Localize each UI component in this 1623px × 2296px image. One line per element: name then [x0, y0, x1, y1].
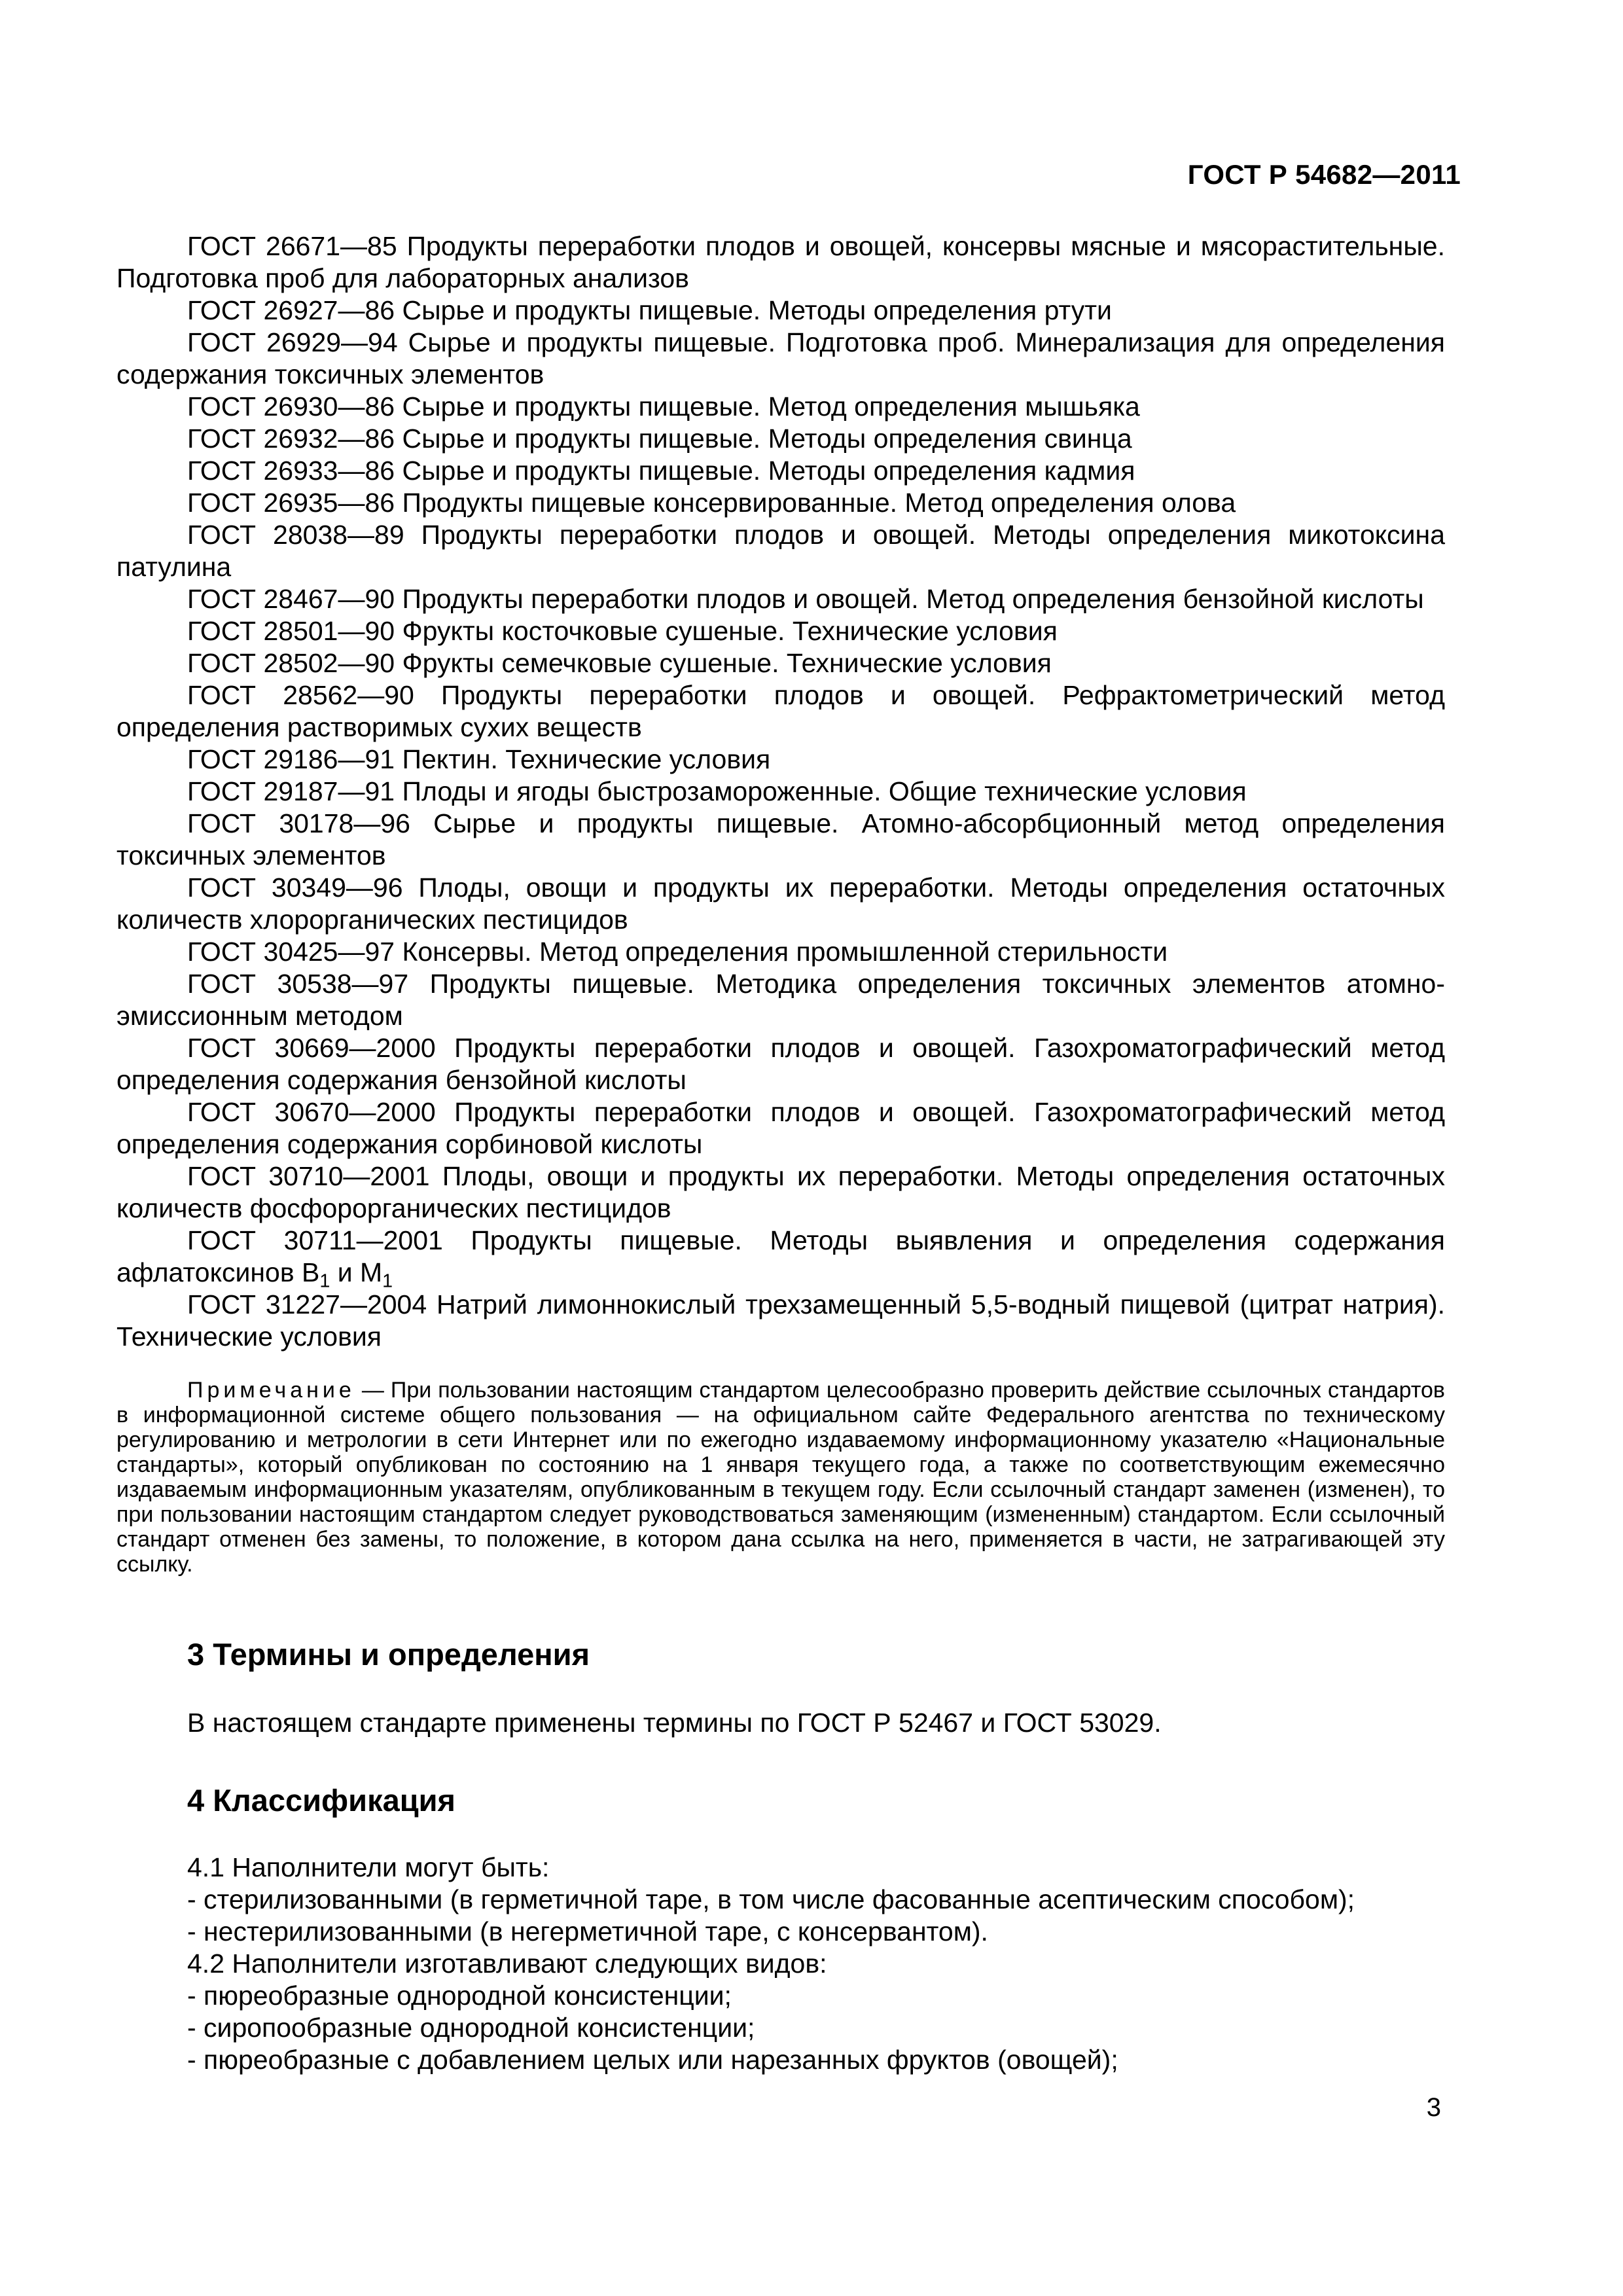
reference-item: ГОСТ 30349—96 Плоды, овощи и продукты их переработки. Методы определения остаточных количеств хлорорганических пестицидов [116, 872, 1445, 935]
reference-item: ГОСТ 30425—97 Консервы. Метод определения промышленной стерильности [187, 937, 1168, 967]
classification-line: 4.2 Наполнители изготавливают следующих видов: [187, 1948, 827, 1979]
reference-item: ГОСТ 29187—91 Плоды и ягоды быстрозамороженные. Общие технические условия [187, 776, 1247, 806]
note-text: — При пользовании настоящим стандартом целесообразно проверить действие ссылочных стандартов в информационной системе общего пользования — на официальном сайте Федерального агентства по техническому регулированию и метрологии в сети Интернет или по ежегодно издаваемому информационному указателю «Национальные стандарты», который опубликован по состоянию на 1 января текущего года, а также по соответствующим ежемесячно издаваемым информационным указателям, опубликованным в текущем году. Если ссылочный стандарт заменен (изменен), то при пользовании настоящим стандартом следует руководствоваться заменяющим (измененным) стандартом. Если ссылочный стандарт отменен без замены, то положение, в котором дана ссылка на него, применяется в части, не затрагивающей эту ссылку. [116, 1378, 1445, 1577]
reference-item: ГОСТ 30710—2001 Плоды, овощи и продукты их переработки. Методы определения остаточных количеств фосфорорганических пестицидов [116, 1161, 1445, 1223]
reference-item: ГОСТ 26933—86 Сырье и продукты пищевые. Методы определения кадмия [187, 456, 1135, 486]
reference-item: ГОСТ 30538—97 Продукты пищевые. Методика определения токсичных элементов атомно-эмиссионным методом [116, 969, 1445, 1031]
reference-item: ГОСТ 26929—94 Сырье и продукты пищевые. Подготовка проб. Минерализация для определения содержания токсичных элементов [116, 327, 1445, 389]
document-code: ГОСТ Р 54682—2011 [1187, 159, 1461, 190]
reference-item: ГОСТ 26927—86 Сырье и продукты пищевые. Методы определения ртути [187, 295, 1112, 325]
classification-line: - сиропообразные однородной консистенции; [187, 2013, 755, 2043]
classification-list [187, 1852, 1431, 2076]
section-3-text: В настоящем стандарте применены термины по ГОСТ Р 52467 и ГОСТ 53029. [187, 1708, 1162, 1738]
reference-item-aflatoxin [116, 1225, 1445, 1292]
normative-references-list [116, 230, 1445, 1353]
subscript: 1 [319, 1270, 330, 1292]
section-4-heading: 4 Классификация [187, 1783, 455, 1818]
reference-item: ГОСТ 28038—89 Продукты переработки плодов и овощей. Методы определения микотоксина патулина [116, 520, 1445, 582]
reference-item: ГОСТ 26935—86 Продукты пищевые консервированные. Метод определения олова [187, 488, 1236, 518]
reference-item: ГОСТ 29186—91 Пектин. Технические условия [187, 744, 771, 774]
page-number: 3 [1426, 2093, 1441, 2122]
section-3-heading: 3 Термины и определения [187, 1637, 590, 1672]
reference-item: ГОСТ 30669—2000 Продукты переработки плодов и овощей. Газохроматографический метод определения содержания бензойной кислоты [116, 1033, 1445, 1095]
reference-item: ГОСТ 30178—96 Сырье и продукты пищевые. Атомно-абсорбционный метод определения токсичных элементов [116, 808, 1445, 870]
reference-item: ГОСТ 26930—86 Сырье и продукты пищевые. Метод определения мышьяка [187, 391, 1140, 422]
reference-item: ГОСТ 26932—86 Сырье и продукты пищевые. Методы определения свинца [187, 423, 1132, 454]
reference-text: и M [330, 1257, 383, 1287]
reference-text: ГОСТ 30711—2001 Продукты пищевые. Методы выявления и определения содержания афлатоксинов B [116, 1225, 1445, 1287]
reference-item: ГОСТ 28562—90 Продукты переработки плодов и овощей. Рефрактометрический метод определения растворимых сухих веществ [116, 680, 1445, 742]
reference-item: ГОСТ 26671—85 Продукты переработки плодов и овощей, консервы мясные и мясорастительные. Подготовка проб для лабораторных анализов [116, 231, 1445, 293]
classification-line: 4.1 Наполнители могут быть: [187, 1852, 550, 1882]
reference-item: ГОСТ 31227—2004 Натрий лимоннокислый трехзамещенный 5,5-водный пищевой (цитрат натрия). Технические условия [116, 1289, 1445, 1352]
note-paragraph [116, 1378, 1445, 1577]
reference-item: ГОСТ 28502—90 Фрукты семечковые сушеные. Технические условия [187, 648, 1052, 678]
classification-line: - нестерилизованными (в негерметичной таре, с консервантом). [187, 1916, 988, 1946]
classification-line: - пюреобразные однородной консистенции; [187, 1981, 732, 2011]
reference-item: ГОСТ 30670—2000 Продукты переработки плодов и овощей. Газохроматографический метод определения содержания сорбиновой кислоты [116, 1097, 1445, 1159]
note-label: Примечание [187, 1378, 355, 1403]
reference-item: ГОСТ 28501—90 Фрукты косточковые сушеные. Технические условия [187, 616, 1058, 646]
reference-item: ГОСТ 28467—90 Продукты переработки плодов и овощей. Метод определения бензойной кислоты [187, 584, 1424, 614]
classification-line: - пюреобразные с добавлением целых или нарезанных фруктов (овощей); [187, 2045, 1118, 2075]
subscript: 1 [382, 1270, 393, 1292]
classification-line: - стерилизованными (в герметичной таре, в том числе фасованные асептическим способом); [187, 1884, 1355, 1914]
